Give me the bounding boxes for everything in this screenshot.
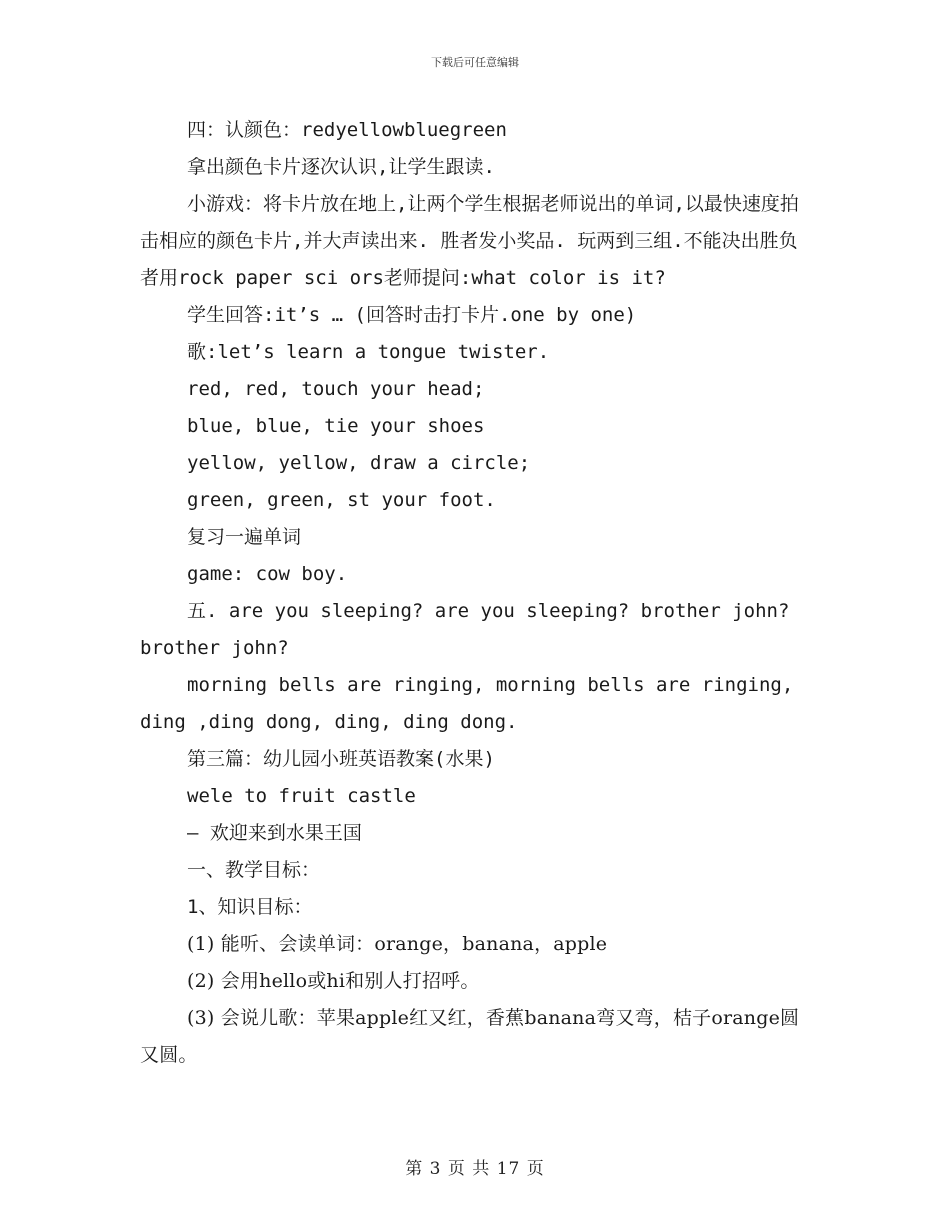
paragraph: 四：认颜色：redyellowbluegreen: [187, 119, 507, 141]
paragraph: wele to fruit castle: [187, 785, 416, 807]
subsection-heading: 一、教学目标：: [187, 859, 321, 881]
paragraph: 小游戏：将卡片放在地上,让两个学生根据老师说出的单词,以最快速度拍击相应的颜色卡片,并大声读出来. 胜者发小奖品. 玩两到三组.不能决出胜负者用rock paper sci ors老师提问:what color is it?: [140, 193, 799, 289]
document-body: [140, 112, 808, 1074]
paragraph: game: cow boy.: [187, 563, 348, 585]
paragraph: yellow, yellow, draw a circle;: [187, 452, 531, 474]
paragraph: 学生回答:it’s … (回答时击打卡片.one by one): [187, 304, 637, 326]
page-number-footer: 第 3 页 共 17 页: [405, 1159, 545, 1179]
paragraph: blue, blue, tie your shoes: [187, 415, 485, 437]
paragraph: red, red, touch your head;: [187, 378, 485, 400]
page-header: 下载后可任意编辑: [431, 56, 519, 69]
section-title: 第三篇：幼儿园小班英语教案(水果): [187, 748, 495, 770]
paragraph: 五. are you sleeping? are you sleeping? brother john? brother john?: [140, 600, 790, 659]
paragraph: green, green, st your foot.: [187, 489, 496, 511]
paragraph: 拿出颜色卡片逐次认识,让学生跟读.: [187, 156, 495, 178]
paragraph: 歌:let’s learn a tongue twister.: [187, 341, 550, 363]
paragraph: — 欢迎来到水果王国: [187, 822, 362, 844]
list-item: (1) 能听、会读单词：orange，banana，apple: [187, 933, 608, 955]
subsection-heading: 1、知识目标：: [187, 896, 313, 918]
paragraph: morning bells are ringing, morning bells are ringing, ding ,ding dong, ding, ding dong.: [140, 674, 794, 733]
list-item: (3) 会说儿歌：苹果apple红又红，香蕉banana弯又弯，桔子orange圆又圆。: [140, 1007, 800, 1066]
list-item: (2) 会用hello或hi和别人打招呼。: [187, 970, 480, 992]
paragraph: 复习一遍单词: [187, 526, 302, 548]
